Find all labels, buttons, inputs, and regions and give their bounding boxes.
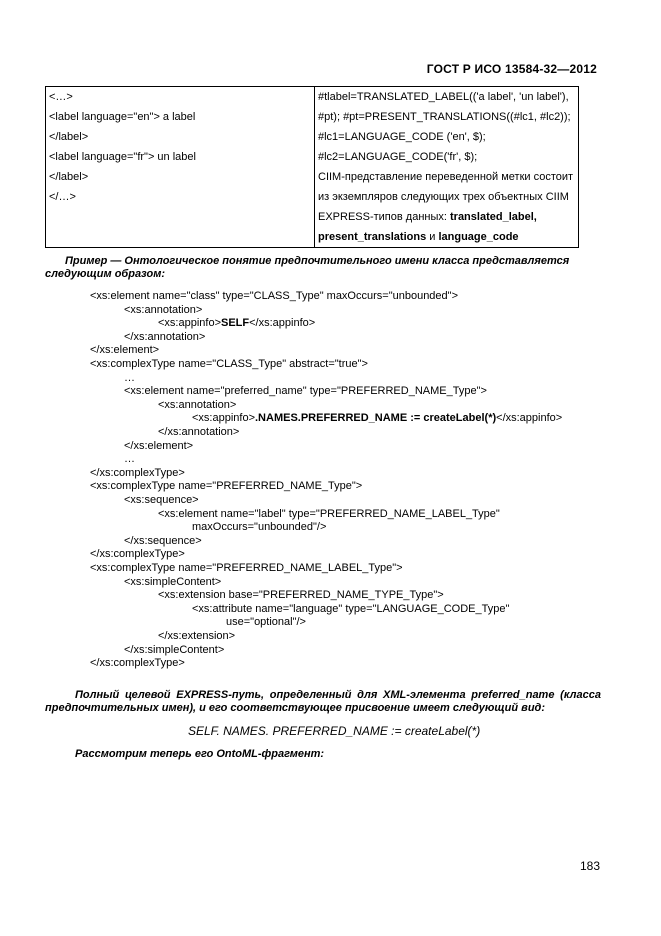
- code-text: <xs:simpleContent>: [124, 575, 222, 588]
- code-text: <xs:element name="label" type="PREFERRED_NAME_LABEL_Type": [158, 507, 500, 520]
- code-comparison-table: [45, 86, 579, 248]
- table-cell-xml: <…>: [46, 87, 315, 108]
- code-text: <xs:extension base="PREFERRED_NAME_TYPE_Type">: [158, 589, 444, 602]
- code-text: use="optional"/>: [226, 616, 306, 629]
- code-line: [226, 616, 306, 630]
- table-cell-express: [315, 87, 579, 108]
- code-text: </xs:complexType>: [90, 466, 185, 479]
- code-text: <xs:annotation>: [158, 398, 237, 411]
- code-line: [90, 657, 185, 671]
- code-text: <xs:attribute name="language" type="LANGUAGE_CODE_Type": [192, 602, 510, 615]
- code-express-expression: SELF: [221, 317, 250, 330]
- table-row: [46, 87, 579, 108]
- table-cell-xml: <label language="en"> a label: [46, 107, 315, 127]
- code-line: [90, 467, 185, 481]
- code-line: [90, 344, 159, 358]
- express-text: #lc1=LANGUAGE_CODE ('en', $);: [318, 131, 486, 143]
- table-cell-express: [315, 107, 579, 127]
- table-cell-xml: <label language="fr"> un label: [46, 147, 315, 167]
- table-row: [46, 107, 579, 127]
- express-text: #pt); #pt=PRESENT_TRANSLATIONS((#lc1, #lc2));: [318, 111, 571, 123]
- table-row: [46, 207, 579, 227]
- code-text: </xs:sequence>: [124, 534, 202, 547]
- express-text-tail: и: [426, 231, 439, 243]
- express-path-paragraph: Полный целевой EXPRESS-путь, определенный для XML-элемента preferred_name (класса предпочтительных имен), и его соответствующее присвоение имеет следующий вид:: [45, 689, 601, 714]
- code-line: [90, 290, 458, 304]
- code-line: [158, 317, 315, 331]
- code-line: [124, 535, 202, 549]
- code-line: [124, 494, 199, 508]
- code-line: [124, 372, 135, 386]
- table-cell-xml: [46, 207, 315, 227]
- code-text: </xs:extension>: [158, 630, 236, 642]
- code-line: [192, 603, 509, 617]
- code-line: [158, 508, 500, 522]
- code-text-tail: </xs:appinfo>: [496, 412, 563, 425]
- code-text: </xs:complexType>: [90, 657, 185, 670]
- table-cell-xml: </label>: [46, 167, 315, 187]
- code-line: [192, 412, 562, 426]
- table-cell-express: [315, 147, 579, 167]
- table-row: [46, 167, 579, 187]
- code-text: …: [124, 453, 135, 466]
- document-header: ГОСТ Р ИСО 13584-32—2012: [426, 62, 597, 76]
- code-text: </xs:element>: [90, 344, 160, 357]
- table-cell-express: [315, 167, 579, 187]
- code-line: [90, 358, 368, 372]
- code-text: <xs:complexType name="CLASS_Type" abstract="true">: [90, 358, 368, 370]
- table-row: [46, 187, 579, 207]
- code-line: [90, 562, 403, 576]
- code-text: </xs:complexType>: [90, 548, 185, 561]
- code-text: <xs:element name="preferred_name" type="PREFERRED_NAME_Type">: [124, 385, 487, 398]
- table-cell-xml: </label>: [46, 127, 315, 147]
- code-text-tail: </xs:appinfo>: [249, 317, 316, 330]
- code-line: [124, 644, 224, 658]
- table-cell-xml: [46, 227, 315, 248]
- table-cell-xml: </…>: [46, 187, 315, 207]
- code-express-expression: .NAMES.PREFERRED_NAME := createLabel(*): [255, 412, 497, 425]
- code-line: [124, 385, 487, 399]
- code-text: </xs:simpleContent>: [124, 643, 225, 656]
- code-line: [124, 453, 135, 467]
- express-text: #tlabel=TRANSLATED_LABEL(('a label', 'un label'),: [318, 91, 569, 103]
- table-cell-express: [315, 207, 579, 227]
- code-text: …: [124, 371, 135, 384]
- table-row: [46, 127, 579, 147]
- code-line: [124, 304, 202, 318]
- code-text: <xs:sequence>: [124, 494, 199, 506]
- code-text: <xs:complexType name="PREFERRED_NAME_LABEL_Type">: [90, 562, 403, 574]
- code-text: <xs:complexType name="PREFERRED_NAME_Type">: [90, 480, 363, 493]
- code-line: [158, 426, 239, 440]
- table-cell-express: [315, 187, 579, 207]
- code-line: [158, 589, 444, 603]
- table-row: [46, 147, 579, 167]
- code-line: [124, 331, 205, 345]
- code-line: [192, 521, 326, 535]
- code-text: </xs:annotation>: [158, 426, 240, 438]
- code-text: </xs:annotation>: [124, 330, 206, 343]
- table-row: [46, 227, 579, 248]
- code-line: [90, 480, 362, 494]
- table-cell-express: [315, 227, 579, 248]
- code-text: <xs:annotation>: [124, 303, 203, 316]
- code-text: maxOccurs="unbounded"/>: [192, 521, 327, 534]
- code-text: <xs:appinfo>: [158, 317, 221, 330]
- code-line: [158, 399, 236, 413]
- page-number: 183: [580, 859, 601, 873]
- code-text: </xs:element>: [124, 439, 194, 452]
- express-text: CIIM-представление переведенной метки состоит: [318, 171, 574, 183]
- express-text: #lc2=LANGUAGE_CODE('fr', $);: [318, 151, 478, 163]
- express-text: из экземпляров следующих трех объектных CIIM: [318, 191, 569, 203]
- express-type-name: present_translations: [318, 231, 427, 243]
- code-line: [90, 548, 185, 562]
- table-cell-express: [315, 127, 579, 147]
- express-type-name: translated_label,: [450, 211, 537, 223]
- code-text: <xs:appinfo>: [192, 412, 255, 425]
- code-line: [158, 630, 235, 644]
- code-line: [124, 440, 193, 454]
- express-text: EXPRESS-типов данных:: [318, 211, 450, 223]
- closing-sentence: Рассмотрим теперь его OntoML-фрагмент:: [75, 748, 325, 760]
- express-type-name: language_code: [438, 231, 519, 243]
- code-text: <xs:element name="class" type="CLASS_Type" maxOccurs="unbounded">: [90, 290, 458, 302]
- express-assignment-formula: SELF. NAMES. PREFERRED_NAME := createLabel(*): [188, 724, 481, 738]
- example-caption: Пример — Онтологическое понятие предпочтительного имени класса представляется следующим образом:: [45, 255, 570, 280]
- code-line: [124, 576, 221, 590]
